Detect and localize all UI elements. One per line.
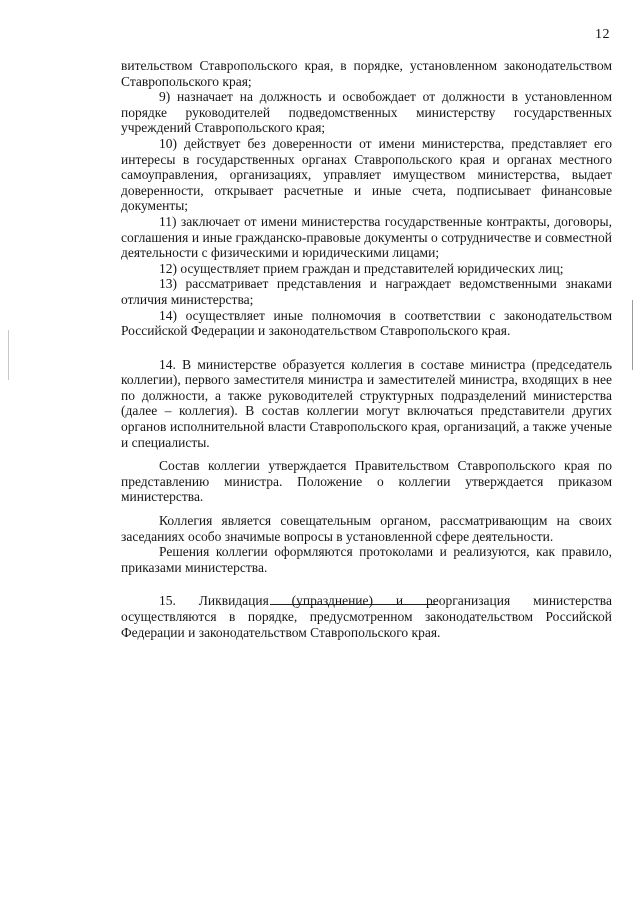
collegium-composition: Состав коллегии утверждается Правительством Ставропольского края по представлению министра. Положение о коллегии утверждается приказом министерства. [121, 458, 612, 505]
list-item-11: 11) заключает от имени министерства государственные контракты, договоры, соглашения и иные гражданско-правовые документы о сотрудничестве и совместной деятельности с физическими и юридическими лицами; [121, 213, 612, 261]
list-item-9: 9) назначает на должность и освобождает от должности в установленном порядке руководителей подведомственных министерству государственных учреждений Ставропольского края; [121, 89, 612, 136]
section-14: 14. В министерстве образуется коллегия в составе министра (председатель коллегии), первого заместителя министра и заместителей министра, входящих в нее по должности, а также руководителей структурных подразделений министерства (далее – коллегия). В состав коллегии могут включаться представители других органов исполнительной власти Ставропольского края, организаций, а также ученые и специалисты. [121, 356, 612, 450]
collegium-role: Коллегия является совещательным органом, рассматривающим на своих заседаниях особо значимые вопросы в установленной сфере деятельности. [121, 513, 612, 544]
paragraph-continuation: вительством Ставропольского края, в порядке, установленном законодательством Ставропольского края; [121, 58, 612, 89]
page-number: 12 [595, 27, 610, 42]
list-item-10: 10) действует без доверенности от имени министерства, представляет его интересы в государственных органах Ставропольского края и органах местного самоуправления, организациях, управляет имуществом министерства, выдает доверенности, открывает расчетные и иные счета, подписывает финансовые документы; [121, 135, 612, 214]
list-item-14: 14) осуществляет иные полномочия в соответствии с законодательством Российской Федерации и законодательством Ставропольского края. [121, 307, 612, 339]
list-item-12: 12) осуществляет прием граждан и представителей юридических лиц; [159, 260, 564, 276]
collegium-decisions: Решения коллегии оформляются протоколами и реализуются, как правило, приказами министерства. [121, 544, 612, 575]
scan-artifact-left [8, 330, 9, 380]
scan-artifact-right [632, 300, 633, 370]
document-body [121, 58, 612, 640]
section-15: 15. Ликвидация (упразднение) и реорганизация министерства осуществляются в порядке, предусмотренном законодательством Российской Федерации и законодательством Ставропольского края. [121, 593, 612, 640]
end-separator-line [270, 604, 438, 605]
list-item-13: 13) рассматривает представления и награждает ведомственными знаками отличия министерства; [121, 276, 612, 307]
